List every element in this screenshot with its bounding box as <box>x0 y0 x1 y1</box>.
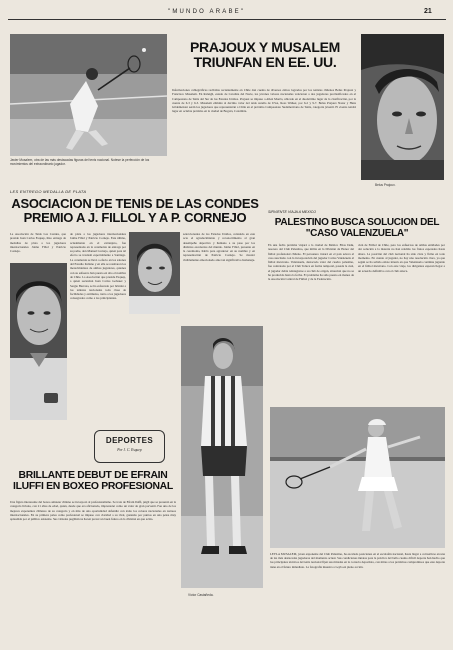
story2-headline: ASOCIACION DE TENIS DE LAS CONDES PREMIO A J. FILLOL Y A P. CORNEJO <box>11 196 259 225</box>
story2-body-col3: seleccionados de los Estados Unidos, contando en este acto el agradecimiento y reconocimiento al gran desempeño deportivo y humano a su paso por los distintos escenarios del mundo. Jaime Fillol, presente en la ceremonia, habló para agradecer en su nombre y en representación de Patricio Cornejo. Se mostró visiblemente emocionado ante tan significativo homenaje. <box>183 232 255 262</box>
story3-body-col2: ción de Fútbol de Chile, pero los esfuerzos de ambas entidades por dar solución a la materia no han rendido los frutos esperados hasta ahora. La posición del club nacional ha sido clara y firme en todo momento. En cuanto al jugador, no hay una resolución clara, ya que según se ha sabido existe interés en que Valenzuela continúe jugando en el fútbol mexicano. Con este viaje, los dirigentes esperan llegar a un acuerdo definitivo con el club azteca. <box>358 243 445 273</box>
prajoux-portrait-photo <box>361 34 444 180</box>
deportes-byline: Por J. C. Esquep <box>117 448 142 452</box>
header-rule <box>8 19 446 20</box>
victor-caption: Víctor Castañeda. <box>188 593 214 597</box>
cornejo-photo <box>129 232 180 314</box>
story2-kicker: LES ENTREGO MEDALLA DE PLATA <box>10 189 87 194</box>
victor-castaneda-photo <box>181 326 263 588</box>
prajoux-caption: Belus Prajoux. <box>375 183 396 187</box>
fillol-photo <box>10 263 67 420</box>
story1-headline: PRAJOUX Y MUSALEM TRIUNFAN EN EE. UU. <box>190 39 340 70</box>
story1-body: Informaciones cablegráficas recibidas recientemente en Chile dan cuenta de diversos éxitos logrados por los tenistas chilenos Belus Prajoux y Francisco Musalem. En Raleigh, estado de Carolina del Norte, los jóvenes valores nacionales vencieron a dos jugadores preclasificados en el Campeonato de Tenis del Sur de los Estados Unidos. Prajoux se impuso a Allen Morris, ubicado en el duodécimo lugar de la clasificación, por la cuenta de 6-3 y 6-3. Musalem eliminó al décimo valor del tenis sureño de USA, Ross Walker, por 6-2 y 9-7. Belus Prajoux Nazar y Hans Gildemeister serán los jugadores que representarán a Chile en el próximo Campeonato Sudamericano de Tenis, categoría juvenil. El evento tendrá lugar en octubre próximo en la ciudad de Bogotá, Colombia. <box>172 88 356 114</box>
leyla-musalem-photo <box>270 407 445 548</box>
story3-body-col1: En una fecha próxima viajará a la ciudad de México Elías Deik, tesorero del Club Palestino, que milita en la División de Honor del fútbol profesional chileno. El personero tratará en el país azteca el caso suscitado con la incorporación del jugador Carlos Valenzuela al fútbol mexicano. Valenzuela, destacado valor del cuadro palestino, fue contratado por el Club Toluca en forma temporal, pasada la cual, el jugador debía reintegrarse a su club de origen, situación que no se ha producido hasta la fecha. El problema ha sido puesto en manos de la Asociación Central de Fútbol y de la Federación. <box>268 243 354 282</box>
tennis-player-photo <box>10 34 167 156</box>
story2-body-col1: La Asociación de Tenis Las Condes, que preside Juan Carlos Esquep, hizo entrega de medallas de plata a los jugadores internacionales Jaime Fillol y Patricio Cornejo. <box>10 232 66 254</box>
story4-body: Una figura interesante del boxeo amateur chileno se incorporó al profesionalismo. Se trata de Efraín Iluffi, púgil que se presentó en la categoría liviana, con 21 años de edad, quien, desde que era aficionado, impresionó como un valor de gran porvenir. Fue uno de los mejores exponentes chilenos de su categoría y en más de una oportunidad defendió con éxito los colores nacionales en torneos internacionales. En su primera pelea como profesional se impuso con claridad a su rival, ganando por puntos en una pelea muy aplaudida por el público asistente. Sus virtudes pugilísticas hacen prever un buen futuro en la división en que actúa. <box>10 500 176 522</box>
story2-body-col2: de plata a los jugadores internacionales Jaime Fillol y Patricio Cornejo. Este último, actualmente en el extranjero, fue representado en la ceremonia de entrega por su padre, don Manuel Cornejo, quien para tal efecto se trasladó especialmente a Santiago. La ceremonia se llevó a efecto en los salones del Estadio Italiano y en ella se resaltaron los merecimientos de ambos jugadores, quienes con su esfuerzo han puesto en alto el nombre de Chile. La Asociación que preside Esquep, a quien secundan Juan Carlos Gebauer y Sergio Barraza, se ha esforzado por brindar a los tenistas nacionales toda clase de facilidades y estímulos, tanto a los jugadores consagrados como a los principiantes. <box>70 232 126 301</box>
leyla-caption: LEYLA MUSALEM, joven exponente del Club Palestino, ha escalado posiciones en el escalafón nacional, hasta llegar a convertirse en una de las más destacadas jugadoras del momento actual. Sus condiciones innatas para la práctica del bello cuanto difícil deporte han hecho que los principales técnicos del tenis nacional fijen sus miradas en la correcta deportista, con miras a los próximos compromisos que este deporte tiene en el futuro inmediato. La fotografía muestra a Leyla en pleno acción. <box>270 552 445 569</box>
story3-kicker: SIRVIENTE VIAJA A MEXICO <box>268 210 317 214</box>
magazine-title: "MUNDO ARABE" <box>168 9 246 15</box>
tennis-photo-caption: Javier Musalem, otra de las más destacadas figuras del tenis nacional. Notese la perfección de los movimientos del extraordinario jugador. <box>10 158 150 167</box>
story4-headline: BRILLANTE DEBUT DE EFRAIN ILUFFI EN BOXEO PROFESIONAL <box>13 470 173 493</box>
deportes-column-box <box>94 430 165 463</box>
deportes-title: DEPORTES <box>105 436 154 445</box>
page-number: 21 <box>424 8 432 15</box>
story3-headline: PALESTINO BUSCA SOLUCION DEL "CASO VALENZUELA" <box>274 217 440 239</box>
